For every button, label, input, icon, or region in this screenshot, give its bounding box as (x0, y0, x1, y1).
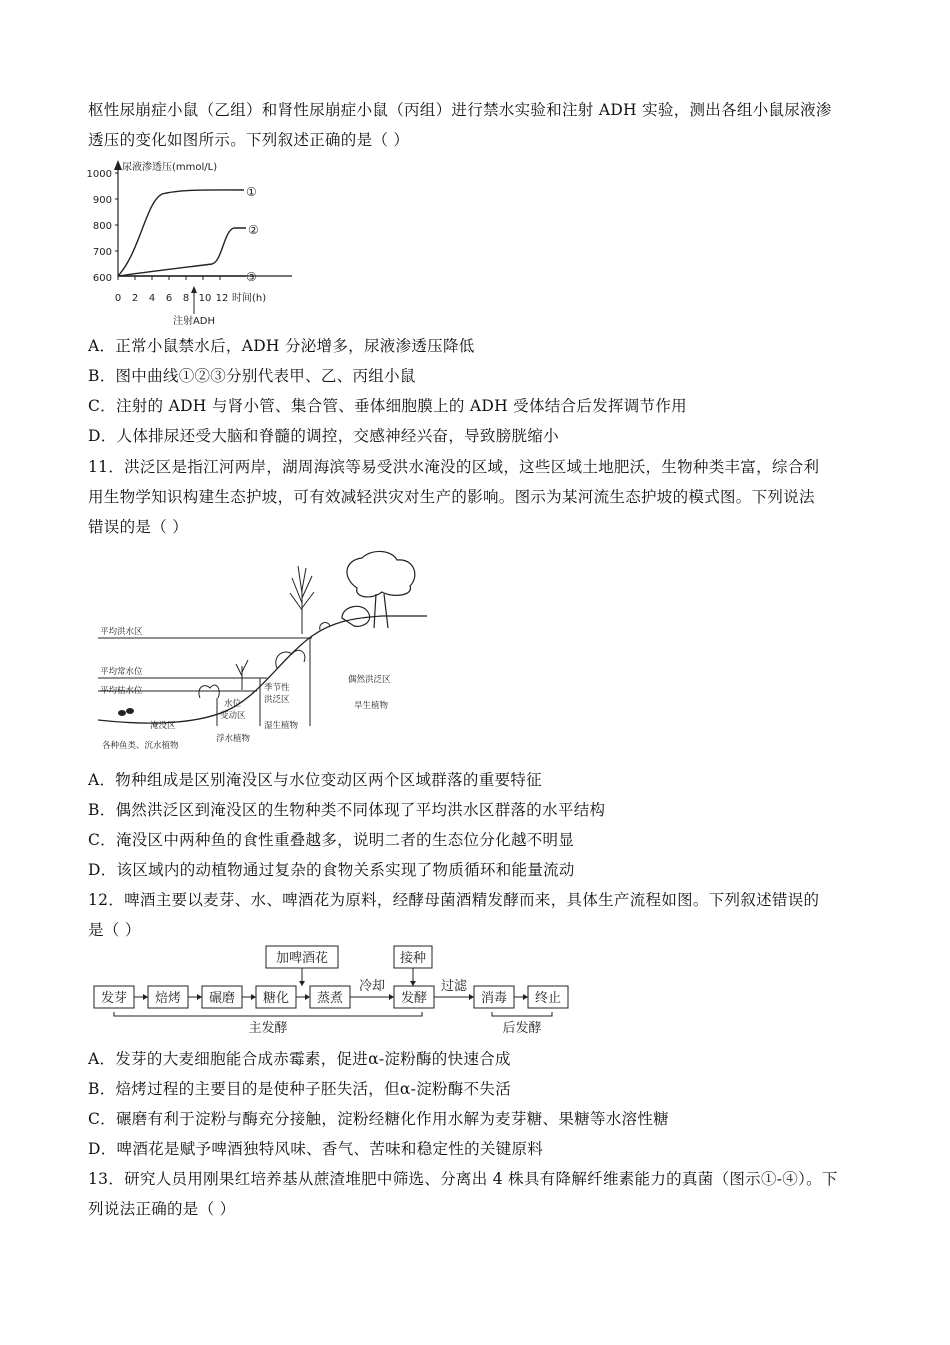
x-axis-label: 时间(h) (232, 293, 267, 304)
q12-stem-line1: 12．啤酒主要以麦芽、水、啤酒花为原料，经酵母菌酒精发酵而来，具体生产流程如图。下列叙述错误的 (88, 891, 820, 909)
step-ferment: 发酵 (400, 991, 428, 1006)
x-tick-12: 12 (215, 293, 229, 304)
label-hops: 加啤酒花 (275, 951, 329, 966)
step-bake: 焙烤 (154, 991, 182, 1006)
q13-stem-line2: 列说法正确的是（ ） (88, 1200, 236, 1218)
step-disinfect: 消毒 (480, 991, 508, 1006)
label-cool: 冷却 (358, 979, 386, 994)
x-tick-10: 10 (198, 293, 212, 304)
curve-label-1: ① (246, 185, 257, 199)
q11-stem-line3: 错误的是（ ） (88, 518, 189, 536)
q12-option-b: B．焙烤过程的主要目的是使种子胚失活，但α-淀粉酶不失活 (88, 1080, 511, 1098)
q11-option-b: B．偶然洪泛区到淹没区的生物种类不同体现了平均洪水区群落的水平结构 (88, 801, 606, 819)
curve-2 (118, 228, 246, 276)
label-occasional: 偶然洪泛区 (348, 675, 391, 685)
y-axis-arrow (114, 160, 122, 170)
x-tick-4: 4 (148, 293, 156, 304)
q11-option-c: C．淹没区中两种鱼的食性重叠越多，说明二者的生态位分化越不明显 (88, 831, 575, 849)
shrub-drawing (276, 566, 330, 668)
reed-drawing (199, 660, 248, 698)
beer-process-flowchart (92, 944, 582, 1038)
label-wet-plants: 湿生植物 (264, 721, 299, 731)
step-saccharify: 糖化 (262, 991, 290, 1006)
curve-label-2: ② (248, 223, 259, 237)
q10-option-d: D．人体排尿还受大脑和脊髓的调控，交感神经兴奋，导致膀胱缩小 (88, 427, 559, 445)
q12-option-a: A．发芽的大麦细胞能合成赤霉素，促进α-淀粉酶的快速合成 (88, 1050, 511, 1068)
y-axis-label: 尿液渗透压(mmol/L) (122, 162, 218, 173)
label-normal-level: 平均常水位 (100, 667, 143, 677)
label-dry-level: 平均枯水位 (100, 686, 143, 696)
label-floating-plants: 浮水植物 (216, 734, 251, 744)
label-seasonal-2: 洪泛区 (264, 695, 290, 705)
x-tick-2: 2 (131, 293, 139, 304)
q12-option-c: C．碾磨有利于淀粉与酶充分接触，淀粉经糖化作用水解为麦芽糖、果糖等水溶性糖 (88, 1110, 669, 1128)
ecological-slope-diagram (92, 548, 437, 753)
label-seasonal-1: 季节性 (264, 683, 290, 693)
y-tick-600: 600 (92, 273, 112, 284)
label-flood-area: 平均洪水区 (100, 627, 143, 637)
step-terminate: 终止 (534, 991, 562, 1006)
q12-option-d: D．啤酒花是赋予啤酒独特风味、香气、苦味和稳定性的关键原料 (88, 1140, 544, 1158)
y-tick-1000: 1000 (86, 169, 112, 180)
q10-stem-line1: 枢性尿崩症小鼠（乙组）和肾性尿崩症小鼠（丙组）进行禁水实验和注射 ADH 实验，测出各组小鼠尿液渗 (88, 101, 832, 119)
y-tick-900: 900 (92, 195, 112, 206)
label-main-fermentation: 主发酵 (248, 1021, 288, 1036)
q10-option-a: A．正常小鼠禁水后，ADH 分泌增多，尿液渗透压降低 (88, 337, 475, 355)
q11-option-d: D．该区域内的动植物通过复杂的食物关系实现了物质循环和能量流动 (88, 861, 575, 879)
label-fluct-2: 变动区 (220, 711, 246, 721)
label-filter: 过滤 (440, 979, 468, 994)
y-tick-800: 800 (92, 221, 112, 232)
label-fish-plants: 各种鱼类、沉水植物 (102, 741, 179, 751)
y-tick-700: 700 (92, 247, 112, 258)
q11-stem-line1: 11．洪泛区是指江河两岸，湖周海滨等易受洪水淹没的区域，这些区域土地肥沃，生物种类丰富，综合利 (88, 458, 820, 476)
x-tick-0: 0 (114, 293, 122, 304)
label-submerged: 淹没区 (150, 721, 176, 731)
x-tick-8: 8 (182, 293, 190, 304)
label-fluct-1: 水位 (224, 699, 242, 709)
osmotic-pressure-chart (82, 156, 312, 326)
curve-label-3: ③ (246, 270, 257, 284)
step-grind: 碾磨 (208, 991, 236, 1006)
q10-option-c: C．注射的 ADH 与肾小管、集合管、垂体细胞膜上的 ADH 受体结合后发挥调节作用 (88, 397, 687, 415)
curve-1 (118, 190, 244, 276)
inject-adh-annotation: 注射ADH (172, 316, 216, 326)
label-xero-plants: 旱生植物 (354, 701, 389, 711)
step-boil: 蒸煮 (316, 991, 344, 1006)
q10-stem-line2: 透压的变化如图所示。下列叙述正确的是（ ） (88, 131, 410, 149)
q13-stem-line1: 13．研究人员用刚果红培养基从蔗渣堆肥中筛选、分离出 4 株具有降解纤维素能力的真菌（图示①-④）。下 (88, 1170, 838, 1188)
x-tick-6: 6 (165, 293, 173, 304)
label-post-fermentation: 后发酵 (502, 1021, 542, 1036)
q11-option-a: A．物种组成是区别淹没区与水位变动区两个区域群落的重要特征 (88, 771, 542, 789)
label-inoculate: 接种 (399, 951, 427, 966)
q11-stem-line2: 用生物学知识构建生态护坡，可有效减轻洪灾对生产的影响。图示为某河流生态护坡的模式图。下列说法 (88, 488, 815, 506)
step-germinate: 发芽 (100, 991, 128, 1006)
fish-drawing (118, 708, 134, 716)
q12-stem-line2: 是（ ） (88, 921, 141, 939)
q10-option-b: B．图中曲线①②③分别代表甲、乙、丙组小鼠 (88, 367, 416, 385)
